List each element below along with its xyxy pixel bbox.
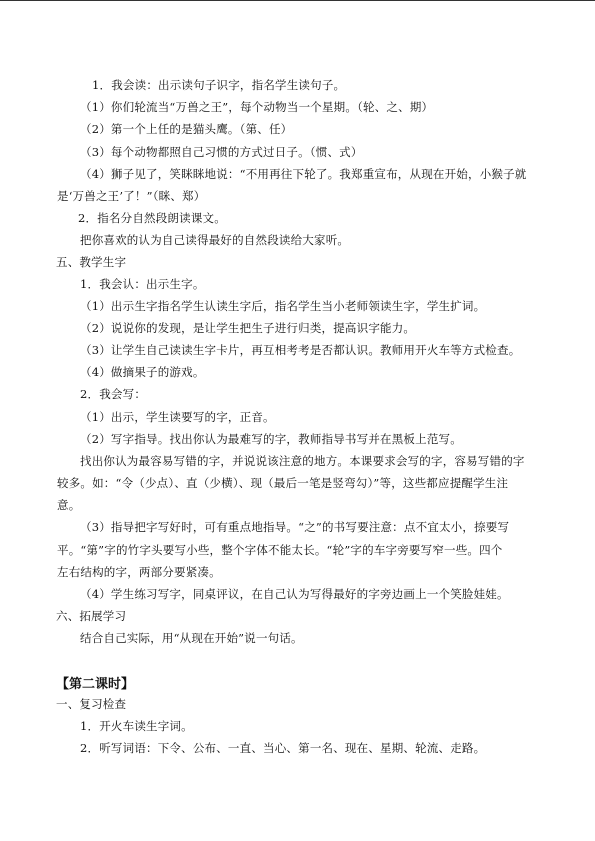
text-line: 1．我会认：出示生字。 (80, 277, 205, 291)
text-line: 较多。如：“令（少点）、直（少横）、现（最后一笔是竖弯勾）”等，这些都应提醒学生注 (57, 476, 509, 490)
text-line: 把你喜欢的认为自己读得最好的自然段读给大家听。 (80, 233, 350, 247)
text-line: （3）每个动物都照自己习惯的方式过日子。（惯、式） (80, 145, 363, 159)
lesson-heading: 【第二课时】 (56, 677, 135, 692)
text-line: （4）狮子见了，笑眯眯地说：“不用再往下轮了。我郑重宣布，从现在开始，小猴子就 (80, 167, 527, 181)
text-line: 2．指名分自然段朗读课文。 (78, 211, 226, 225)
text-line: （4）做摘果子的游戏。 (80, 365, 205, 379)
text-line: （1）出示，学生读要写的字，正音。 (80, 410, 275, 424)
text-line: 左右结构的字，两部分要紧凑。 (57, 565, 221, 579)
text-line: 意。 (57, 498, 81, 512)
text-line: 1．我会读：出示读句子识字，指名学生读句子。 (92, 78, 346, 92)
top-rule (0, 0, 595, 1)
text-line: 找出你认为最容易写错的字，并说说该注意的地方。本课要求会写的字，容易写错的字 (80, 454, 525, 468)
text-line: 结合自己实际，用“从现在开始”说一句话。 (80, 631, 303, 645)
text-line: 平。“第”字的竹字头要写小些，整个字体不能太长。“轮”字的车字旁要写窄一些。四个 (57, 543, 503, 557)
text-line: 是‘万兽之王’了！”（眯、郑） (57, 189, 206, 203)
text-line: 2．我会写： (80, 387, 147, 401)
text-line: （1）出示生字指名学生认读生字后，指名学生当小老师领读生字，学生扩词。 (80, 299, 486, 313)
text-line: （4）学生练习写字，同桌评议，在自己认为写得最好的字旁边画上一个笑脸娃娃。 (80, 587, 509, 601)
text-line: （2）写字指导。找出你认为最难写的字，教师指导书写并在黑板上范写。 (80, 432, 462, 446)
text-line: 2．听写词语：下令、公布、一直、当心、第一名、现在、星期、轮流、走路。 (80, 741, 486, 755)
text-line: （3）指导把字写好时，可有重点地指导。“之”的书写要注意：点不宜太小，捺要写 (80, 520, 510, 534)
text-line: （2）说说你的发现，是让学生把生子进行归类，提高识字能力。 (80, 321, 416, 335)
text-line: （3）让学生自己读读生字卡片，再互相考考是否都认识。教师用开火车等方式检查。 (80, 343, 521, 357)
text-line: （2）第一个上任的是猫头鹰。（第、任） (80, 122, 293, 136)
section-heading-six: 六、拓展学习 (56, 609, 127, 623)
section-heading-five: 五、教学生字 (56, 255, 127, 269)
section-heading-one: 一、复习检查 (56, 697, 127, 711)
text-line: 1．开火车读生字词。 (80, 719, 193, 733)
text-line: （1）你们轮流当“万兽之王”，每个动物当一个星期。（轮、之、期） (80, 100, 434, 114)
